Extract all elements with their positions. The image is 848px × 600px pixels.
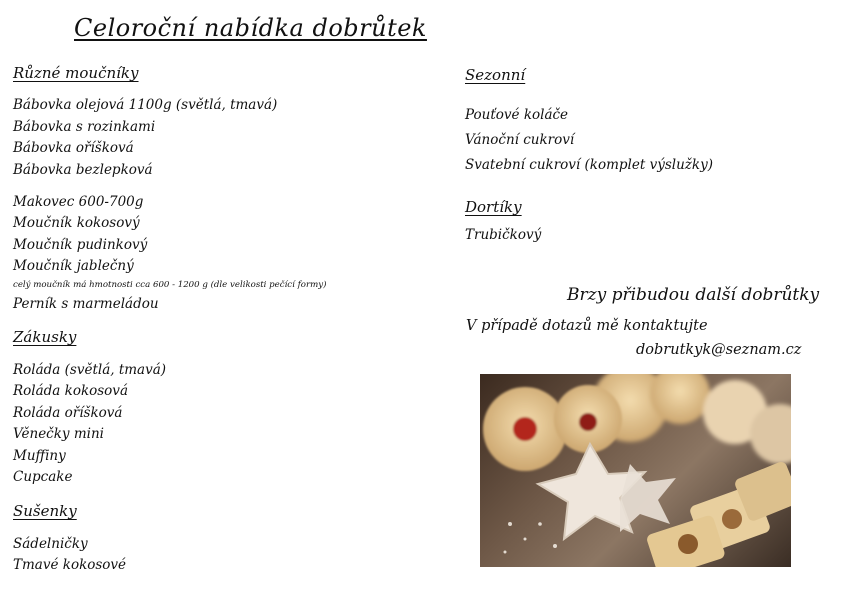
- menu-item: Makovec 600-700g: [13, 194, 144, 210]
- menu-item: Tmavé kokosové: [13, 557, 127, 573]
- section-heading-zakusky: Zákusky: [13, 328, 77, 346]
- section-heading-ruzne-moucniky: Různé moučníky: [13, 64, 139, 82]
- cookies-illustration: [480, 374, 791, 567]
- section-heading-dortiky: Dortíky: [465, 198, 522, 216]
- menu-item: Moučník jablečný: [13, 258, 134, 274]
- menu-item: Cupcake: [13, 469, 73, 485]
- contact-text: V případě dotazů mě kontaktujte: [466, 318, 708, 334]
- star-cookie: [538, 444, 676, 539]
- section-heading-sezonni: Sezonní: [465, 66, 526, 84]
- menu-item: Roláda (světlá, tmavá): [13, 362, 167, 378]
- linzer-cookie: [554, 385, 622, 453]
- section-heading-susenky: Sušenky: [13, 502, 77, 520]
- menu-item: Moučník kokosový: [13, 215, 140, 231]
- menu-item: Bábovka s rozinkami: [13, 119, 156, 135]
- menu-item: Roláda oříšková: [13, 405, 123, 421]
- weight-note: celý moučník má hmotnosti cca 600 - 1200 g (dle velikosti pečící formy): [13, 280, 327, 290]
- page-title: Celoroční nabídka dobrůtek: [74, 14, 427, 42]
- menu-item: Svatební cukroví (komplet výslužky): [465, 157, 713, 173]
- email-link[interactable]: dobrutkyk@seznam.cz: [636, 342, 802, 358]
- cookies-photo: [480, 374, 791, 567]
- nut-cookie: [646, 460, 791, 567]
- menu-item: Vánoční cukroví: [465, 132, 575, 148]
- menu-item: Věnečky mini: [13, 426, 104, 442]
- menu-item: Roláda kokosová: [13, 383, 128, 399]
- linzer-cookie: [483, 387, 567, 471]
- menu-item: Pouťové koláče: [465, 107, 569, 123]
- menu-item: Muffiny: [13, 448, 66, 464]
- coming-soon-text: Brzy přibudou další dobrůtky: [567, 285, 820, 305]
- menu-item: Bábovka oříšková: [13, 140, 134, 156]
- menu-item: Bábovka bezlepková: [13, 162, 153, 178]
- menu-item: Moučník pudinkový: [13, 237, 148, 253]
- menu-item: Sádelničky: [13, 536, 88, 552]
- sugar-dust: [504, 522, 558, 554]
- menu-item: Perník s marmeládou: [13, 296, 159, 312]
- menu-item: Bábovka olejová 1100g (světlá, tmavá): [13, 97, 278, 113]
- menu-item: Trubičkový: [465, 227, 542, 243]
